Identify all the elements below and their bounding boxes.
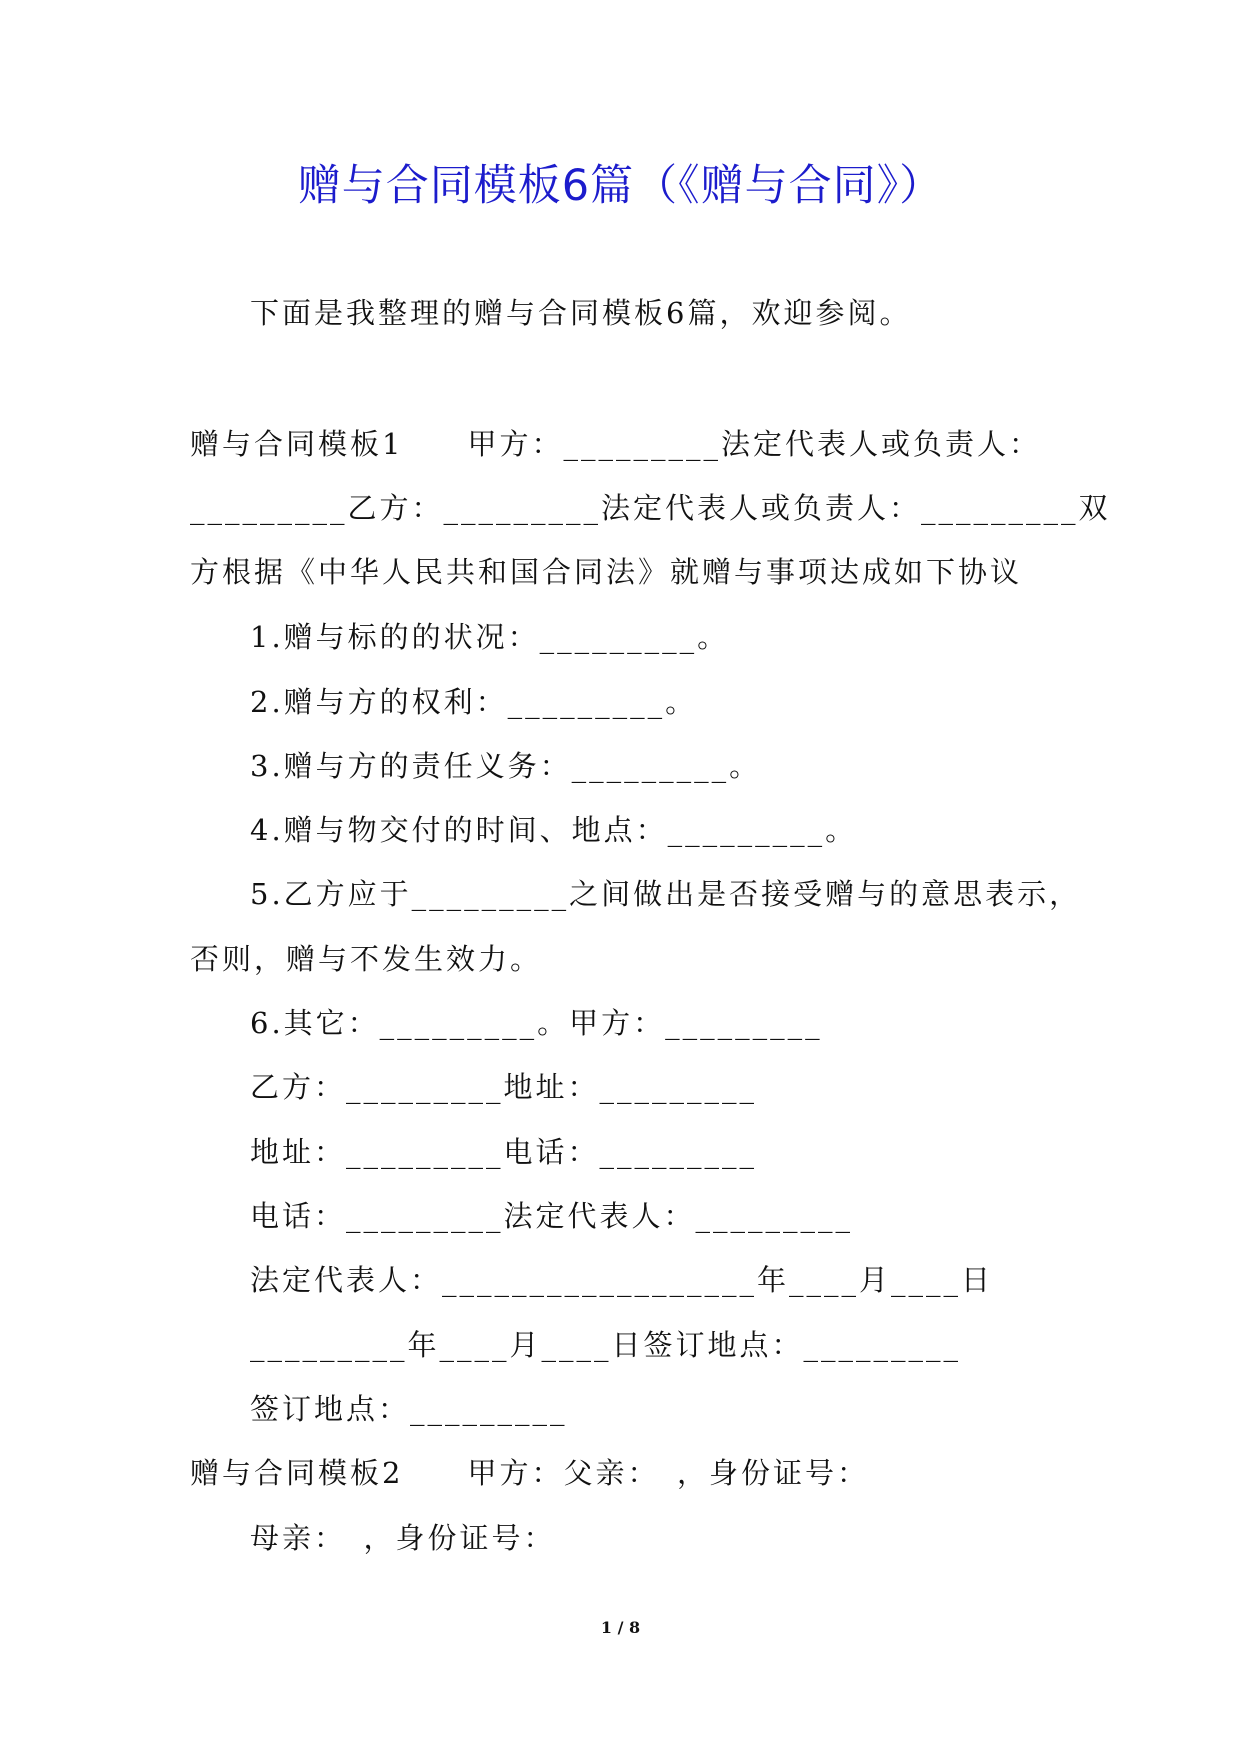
- clause-line: 3.赠与方的责任义务：_________。: [250, 749, 762, 783]
- body-line: 母亲： ，身份证号：: [250, 1521, 556, 1555]
- body-line: 否则，赠与不发生效力。: [190, 942, 543, 976]
- signature-line: 电话：_________法定代表人：_________: [250, 1199, 854, 1233]
- signature-line: 签订地点：_________: [250, 1392, 568, 1426]
- signature-line: 乙方：_________地址：_________: [250, 1070, 758, 1104]
- intro-line: 下面是我整理的赠与合同模板6篇，欢迎参阅。: [250, 296, 912, 330]
- signature-line: 地址：_________电话：_________: [250, 1135, 758, 1169]
- clause-line: 6.其它：_________。甲方：_________: [250, 1006, 823, 1040]
- body-line: _________乙方：_________法定代表人或负责人：_________双: [190, 491, 1111, 525]
- signature-line: 法定代表人：__________________年____月____日: [250, 1263, 994, 1297]
- clause-line: 5.乙方应于_________之间做出是否接受赠与的意思表示，: [250, 877, 1082, 911]
- clause-line: 2.赠与方的权利：_________。: [250, 685, 698, 719]
- body-line: 赠与合同模板1 甲方：_________法定代表人或负责人：: [190, 427, 1041, 461]
- clause-line: 1.赠与标的的状况：_________。: [250, 620, 730, 654]
- clause-line: 4.赠与物交付的时间、地点：_________。: [250, 813, 858, 847]
- body-line: 方根据《中华人民共和国合同法》就赠与事项达成如下协议: [190, 555, 1023, 589]
- body-line: 赠与合同模板2 甲方：父亲： ，身份证号：: [190, 1456, 869, 1490]
- document-title: 赠与合同模板6篇（《赠与合同》）: [297, 161, 944, 211]
- signature-line: _________年____月____日签订地点：_________: [250, 1328, 962, 1362]
- page-number: 1 / 8: [600, 1618, 641, 1637]
